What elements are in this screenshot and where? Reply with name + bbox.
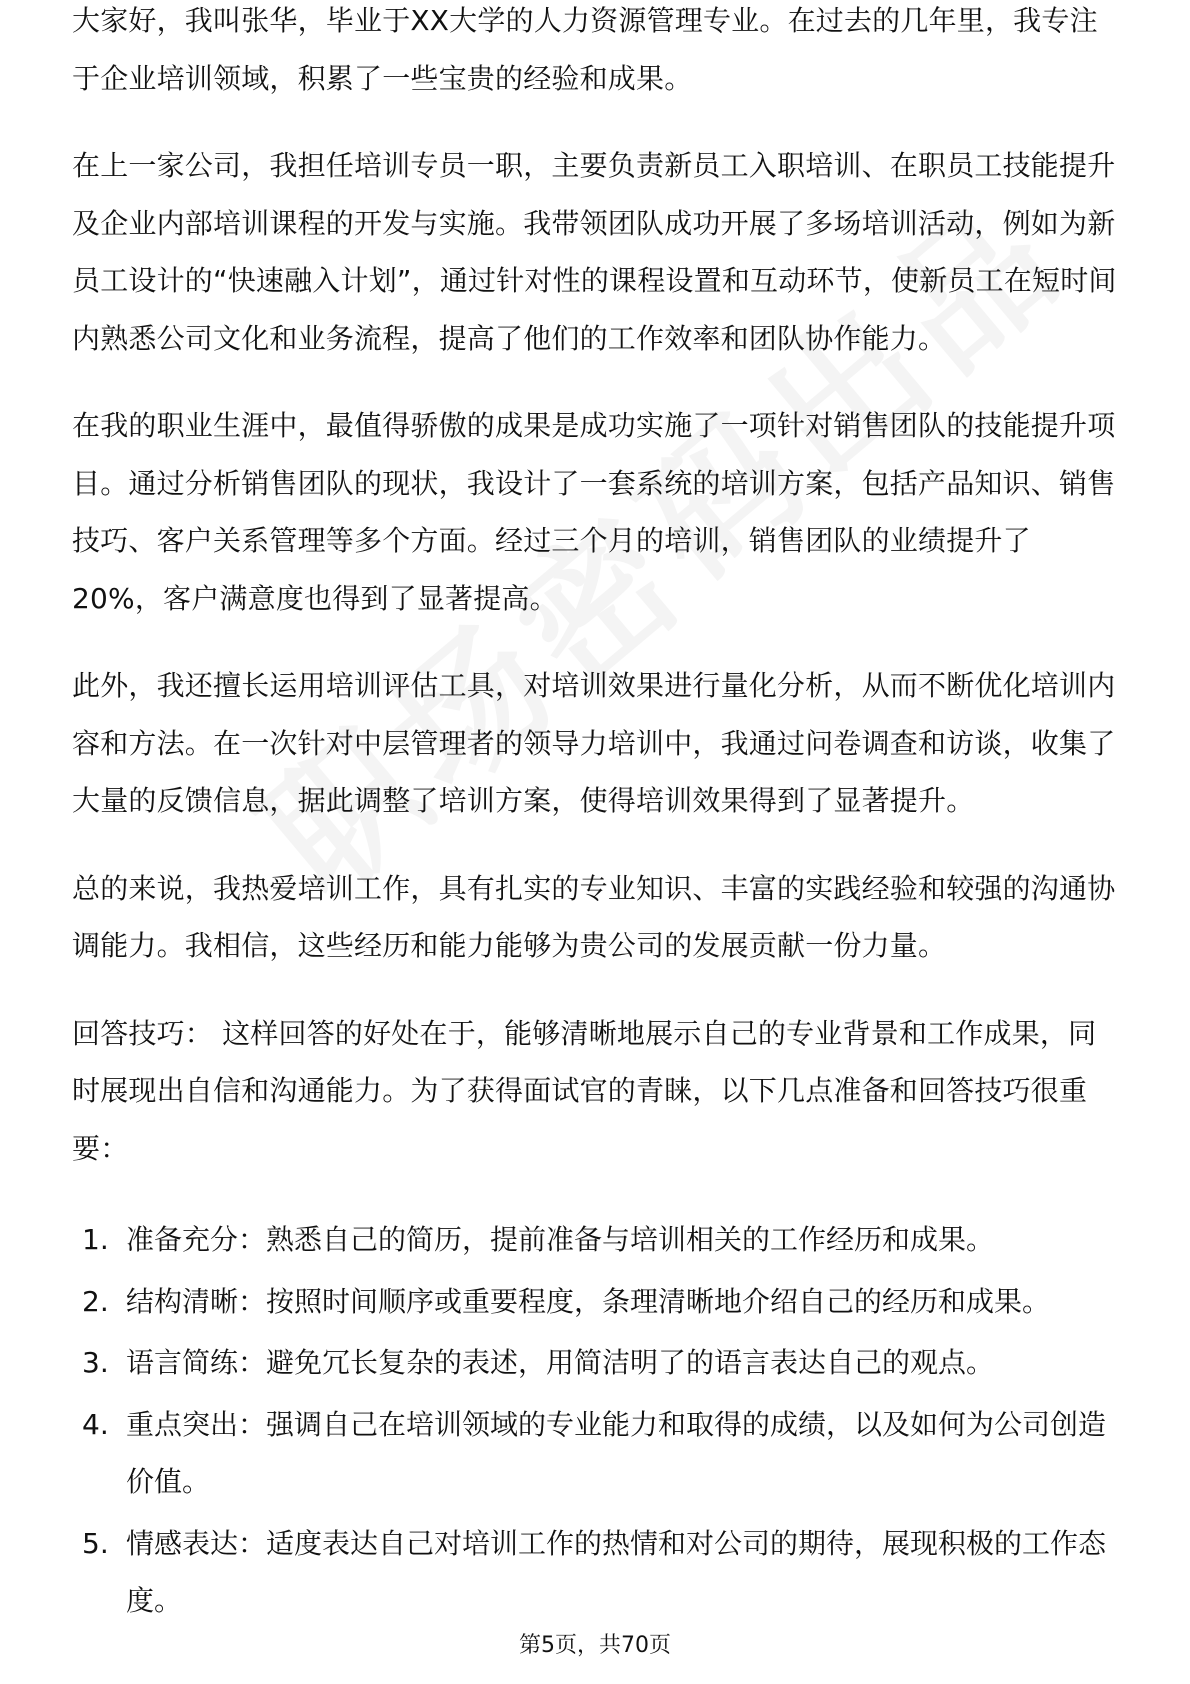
list-item: [72, 1334, 1118, 1392]
document-body: [72, 4, 1118, 1634]
page-number: 第5页，共70页: [519, 1633, 671, 1658]
list-item-number: 5.: [82, 1526, 109, 1560]
list-item: [72, 1396, 1118, 1511]
paragraph-achievement: 在我的职业生涯中，最值得骄傲的成果是成功实施了一项针对销售团队的技能提升项目。通过分析销售团队的现状，我设计了一套系统的培训方案，包括产品知识、销售技巧、客户关系管理等多个方面。经过三个月的培训，销售团队的业绩提升了20%，客户满意度也得到了显著提高。: [72, 409, 1116, 615]
list-item-number: 3.: [82, 1346, 109, 1379]
list-item-text: 准备充分：熟悉自己的简历，提前准备与培训相关的工作经历和成果。: [126, 1223, 995, 1256]
list-item-text: 情感表达：适度表达自己对培训工作的热情和对公司的期待，展现积极的工作态度。: [126, 1526, 1107, 1617]
list-item-number: 2.: [82, 1284, 109, 1318]
list-item-number: 4.: [82, 1407, 109, 1441]
list-item-text: 语言简练：避免冗长复杂的表述，用简洁明了的语言表达自己的观点。: [126, 1346, 995, 1379]
paragraph-answer-tips: 回答技巧： 这样回答的好处在于，能够清晰地展示自己的专业背景和工作成果，同时展现出自信和沟通能力。为了获得面试官的青睐，以下几点准备和回答技巧很重要：: [72, 1016, 1097, 1165]
list-item-number: 1.: [82, 1223, 109, 1256]
list-item-text: 结构清晰：按照时间顺序或重要程度，条理清晰地介绍自己的经历和成果。: [126, 1284, 1051, 1318]
tips-list: [72, 1211, 1118, 1630]
paragraph-summary: 总的来说，我热爱培训工作，具有扎实的专业知识、丰富的实践经验和较强的沟通协调能力。我相信，这些经历和能力能够为贵公司的发展贡献一份力量。: [72, 871, 1116, 962]
list-item-text: 重点突出：强调自己在培训领域的专业能力和取得的成绩，以及如何为公司创造价值。: [126, 1407, 1107, 1498]
list-item: [72, 1211, 1118, 1269]
paragraph-intro: 大家好，我叫张华，毕业于XX大学的人力资源管理专业。在过去的几年里，我专注于企业培训领域，积累了一些宝贵的经验和成果。: [72, 4, 1098, 95]
paragraph-evaluation: 此外，我还擅长运用培训评估工具，对培训效果进行量化分析，从而不断优化培训内容和方法。在一次针对中层管理者的领导力培训中，我通过问卷调查和访谈，收集了大量的反馈信息，据此调整了培训方案，使得培训效果得到了显著提升。: [72, 669, 1116, 817]
list-item: [72, 1273, 1118, 1331]
paragraph-previous-job: 在上一家公司，我担任培训专员一职，主要负责新员工入职培训、在职员工技能提升及企业内部培训课程的开发与实施。我带领团队成功开展了多场培训活动，例如为新员工设计的“快速融入计划”，通过针对性的课程设置和互动环节，使新员工在短时间内熟悉公司文化和业务流程，提高了他们的工作效率和团队协作能力。: [72, 149, 1117, 355]
list-item: [72, 1515, 1118, 1630]
